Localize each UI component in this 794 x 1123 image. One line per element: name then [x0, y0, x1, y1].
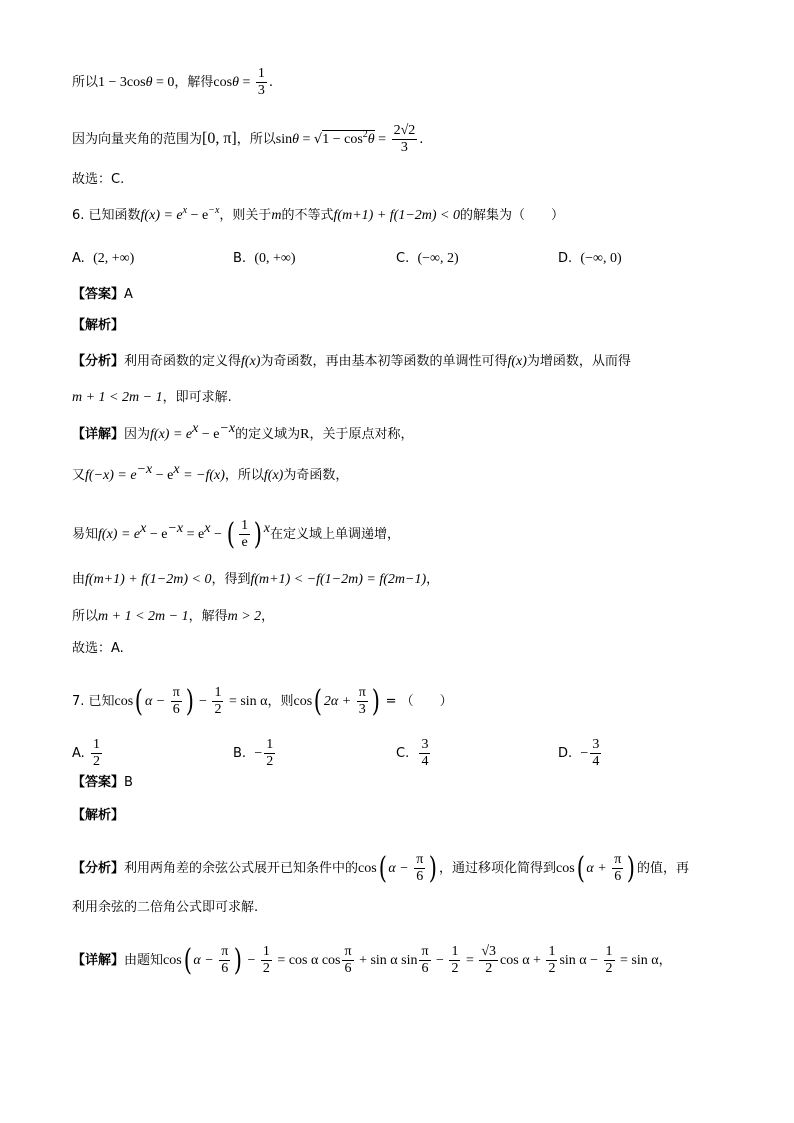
fraction: $\frac{1}{3}$	[257, 66, 265, 98]
math: sin	[275, 132, 293, 147]
option-b: B. (0, +∞)	[233, 251, 296, 266]
detail-6-line1: 【详解】因为$f(x) = e^x - e^{-x}$的定义域为R，关于原点对称，	[72, 421, 414, 442]
option-a: A. $\frac{1}{2}$	[72, 737, 100, 769]
detail-7-line1: 【详解】由题知cos( α − $\frac{\pi}{6}$ ) − $\frac{1}{2}$ = cos α cos $\frac{\pi}{6}$ + sin α sin $\frac{\pi}{6}$ − $\frac{1}{2}$ = $\frac{√3}{2}$ cos α + $\frac{1}{2}$ sin α − $\frac{1}{2}$ = sin α，	[72, 942, 672, 978]
radicand: $1 - \cos^2\theta$	[322, 129, 375, 147]
option-b: B. − $\frac{1}{2}$	[233, 737, 274, 769]
question-6: 6. 已知函数$f(x) = e^x - e^{-x}$，则关于m的不等式f(m+1) + f(1−2m) < 0的解集为（ ）	[72, 205, 564, 223]
option-c: C. (−∞, 2)	[396, 251, 459, 266]
line-cos-solve	[72, 66, 273, 99]
answer-7: 【答案】B	[72, 775, 133, 790]
fenxi-7-line1: 【分析】利用两角差的余弦公式展开已知条件中的cos( α − $\frac{\pi}{6}$ ) ，通过移项化简得到cos( α + $\frac{\pi}{6}$ ) 的值，再	[72, 850, 690, 886]
answer-6: 【答案】A	[72, 287, 133, 302]
math: cos	[213, 75, 233, 90]
fenxi-6-line2: m + 1 < 2m − 1，即可求解.	[72, 390, 232, 405]
detail-6-line6: 故选：A.	[72, 641, 124, 656]
fraction: $\frac{1}{e}$	[241, 518, 249, 550]
fraction: $\frac{\pi}{3}$	[358, 685, 366, 717]
option-d: D. − $\frac{3}{4}$	[558, 737, 600, 769]
analysis-7: 【解析】	[72, 808, 125, 823]
text: 因为向量夹角的范围为	[72, 132, 203, 147]
math: 1 − 3cos	[98, 75, 146, 90]
fenxi-7-line2: 利用余弦的二倍角公式即可求解.	[72, 900, 259, 915]
detail-6-line3: 易知$f(x) = e^x - e^{-x} = e^x$ − ( $\frac{1}{e}$ ) $^x$在定义域上单调递增，	[72, 516, 401, 552]
detail-6-line4: 由f(m+1) + f(1−2m) < 0，得到f(m+1) < −f(1−2m) = f(2m−1)，	[72, 572, 440, 587]
line-choose-c: 故选：C.	[72, 172, 125, 187]
analysis-6: 【解析】	[72, 318, 125, 333]
fraction: $\frac{2√2}{3}$	[393, 123, 416, 155]
option-a: A. (2, +∞)	[72, 251, 135, 266]
math: θ	[232, 75, 239, 90]
text: .	[268, 75, 273, 90]
math: θ	[145, 75, 153, 90]
detail-6-line2: 又$f(-x) = e^{-x} - e^x = -f(x)$，所以f(x)为奇函数，	[72, 462, 349, 483]
text: 所以	[72, 75, 99, 90]
math: =	[238, 75, 254, 90]
line-sin-value: 因为向量夹角的范围为[0, π]，所以$\sin\theta = √1 - \cos^2\theta$ = $\frac{2√2}{3}$ .	[72, 123, 424, 155]
math: $f(x) = e^x - e^{-x}$	[140, 205, 220, 223]
math: = 0	[152, 75, 175, 90]
sqrt-sign: √	[313, 132, 323, 147]
detail-6-line5: 所以m + 1 < 2m − 1，解得m > 2，	[72, 609, 275, 624]
option-d: D. (−∞, 0)	[558, 251, 622, 266]
fraction: $\frac{\pi}{6}$	[172, 685, 180, 717]
option-c: C. $\frac{3}{4}$	[396, 737, 429, 769]
text: ，解得	[174, 75, 214, 90]
math: [0, π]	[202, 130, 237, 147]
fenxi-6-line1: 【分析】利用奇函数的定义得f(x)为奇函数，再由基本初等函数的单调性可得f(x)为增函数，从而得	[72, 354, 631, 369]
question-7: 7. 已知cos( α − $\frac{\pi}{6}$ ) − $\frac{1}{2}$ = sin α，则cos( 2α + $\frac{\pi}{3}$ ) = （ ）	[72, 683, 453, 719]
text: ，所以	[236, 132, 276, 147]
fraction: $\frac{1}{2}$	[214, 685, 222, 717]
